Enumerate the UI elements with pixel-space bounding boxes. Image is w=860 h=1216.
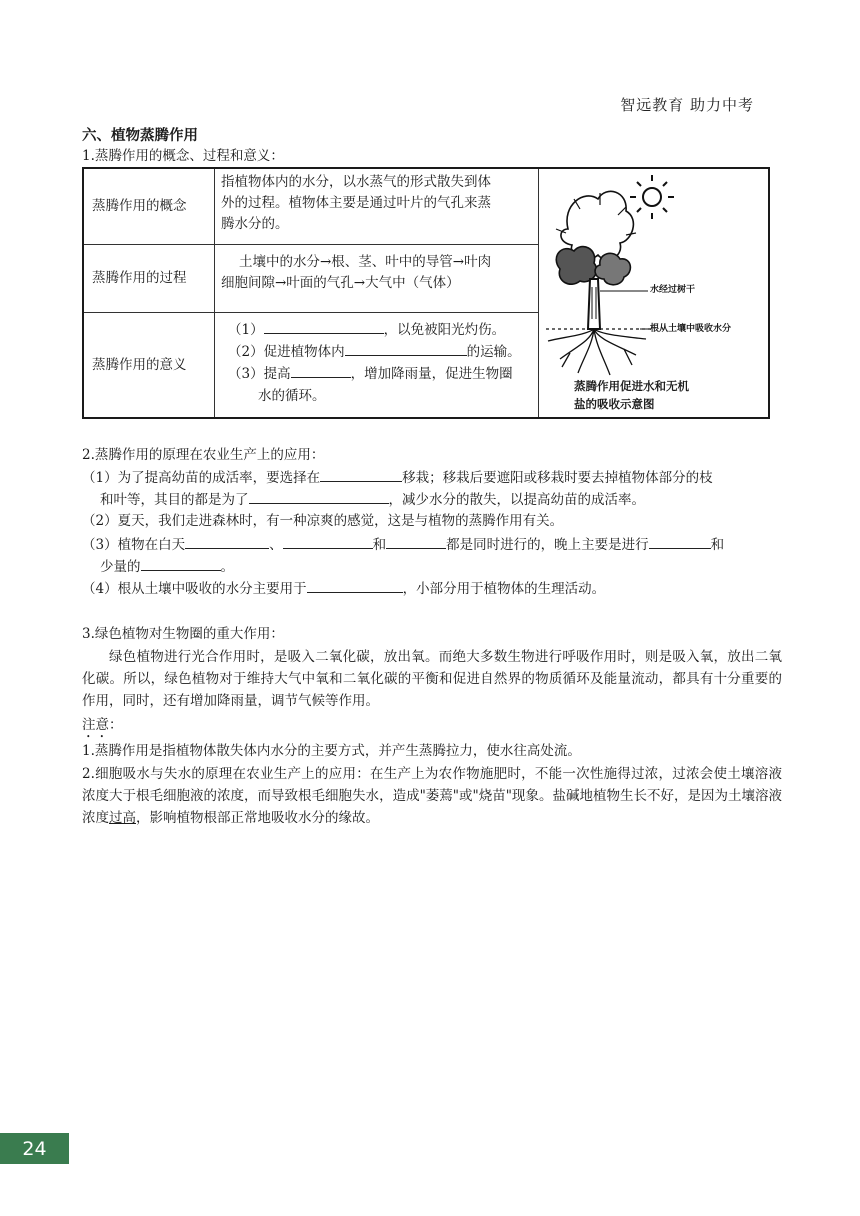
part3-heading: 3.绿色植物对生物圈的重大作用：: [82, 626, 284, 642]
row3-line-4: 水的循环。: [258, 388, 326, 404]
row1-line-1: 指植物体内的水分，以水蒸气的形式散失到体: [221, 174, 491, 190]
blank-p2-8: [307, 578, 403, 593]
blank-p2-3: [185, 534, 269, 549]
row2-line-1: 土壤中的水分→根、茎、叶中的导管→叶肉: [239, 254, 492, 270]
p2-i3b: 、: [269, 537, 283, 553]
part2-heading: 2.蒸腾作用的原理在农业生产上的应用：: [82, 447, 325, 463]
table-divider-2: [538, 169, 539, 417]
row3-label: 蒸腾作用的意义: [92, 356, 187, 373]
tree-roots: [548, 329, 646, 375]
page-number: 24: [0, 1133, 69, 1164]
note-2c: ，影响植物根部正常地吸收水分的缘故。: [136, 810, 379, 826]
blank-p2-4: [283, 534, 373, 549]
blank-p2-5: [386, 534, 446, 549]
section-title: 六、植物蒸腾作用: [82, 128, 198, 144]
row2-text: [221, 252, 537, 294]
p2-i1d: ，减少水分的散失，以提高幼苗的成活率。: [388, 492, 645, 508]
notes-heading: [82, 715, 123, 741]
diagram-caption-line-2: 盐的吸收示意图: [574, 397, 655, 411]
part2-item1-line1: [82, 467, 713, 488]
tree-trunk: [588, 279, 600, 329]
notes-heading-text: 注意：: [82, 717, 123, 733]
row2-label: 蒸腾作用的过程: [92, 270, 187, 286]
sun-icon: [630, 175, 674, 219]
row2-line-2: 细胞间隙→叶面的气孔→大气中（气体）: [221, 275, 460, 291]
part2-item1-line2: [82, 489, 645, 510]
diagram-label-stem: 水经过树干: [650, 285, 696, 295]
p2-i1a: （1）为了提高幼苗的成活率，要选择在: [82, 470, 321, 486]
blank-p2-2: [249, 489, 389, 504]
tree-illustration: [540, 169, 770, 379]
row3-a1: （1）: [228, 322, 264, 338]
note-2b: 过高: [109, 810, 136, 826]
row3-line-1: [228, 319, 538, 341]
blank-row3-3: [291, 363, 351, 378]
p2-i3e: 和: [710, 537, 725, 553]
blank-p2-6: [649, 534, 711, 549]
transpiration-diagram: [540, 169, 770, 417]
row1-line-3: 腾水分的。: [221, 216, 289, 232]
part3-body: 绿色植物进行光合作用时，是吸入二氧化碳，放出氧。而绝大多数生物进行呼吸作用时，则是吸入氧，放出二氧化碳。所以，绿色植物对于维持大气中氧和二氧化碳的平衡和促进自然界的物质循环及能量流动，都具有十分重要的作用，同时，还有增加降雨量，调节气候等作用。: [82, 649, 782, 709]
p2-i4b: ，小部分用于植物体的生理活动。: [402, 581, 606, 597]
p2-i3c: 和: [372, 537, 387, 553]
note-1: 1.蒸腾作用是指植物体散失体内水分的主要方式，并产生蒸腾拉力，使水往高处流。: [82, 743, 581, 759]
blank-p2-1: [320, 467, 402, 482]
p2-i3g: 。: [220, 559, 234, 575]
header-brand: 智远教育 助力中考: [620, 96, 754, 114]
part2-item2: （2）夏天，我们走进森林时，有一种凉爽的感觉，这是与植物的蒸腾作用有关。: [82, 513, 564, 529]
row3-a2: ，以免被阳光灼伤。: [383, 322, 506, 338]
diagram-caption: [574, 377, 689, 413]
part2-item4: [82, 578, 605, 599]
row1-label: 蒸腾作用的概念: [92, 198, 187, 214]
part2-item3-line2: [82, 556, 234, 577]
row3-text: [228, 319, 538, 407]
p2-i3a: （3）植物在白天: [82, 537, 186, 553]
note-2a: 2.细胞吸水与失水的原理在农业生产上的应用：在生产上为农作物施肥时，不能一次性施得过浓，过浓会使土壤溶液浓度大于根毛细胞液的浓度，而导致根毛细胞失水，造成"萎蔫"或"烧苗"现象。盐碱地植物生长不好，是因为土壤溶液浓度: [82, 766, 782, 826]
row3-c1: （3）提高: [228, 366, 291, 382]
part1-heading: 1.蒸腾作用的概念、过程和意义：: [82, 148, 284, 164]
row1-line-2: 外的过程。植物体主要是通过叶片的气孔来蒸: [221, 195, 491, 211]
blank-row3-2: [345, 341, 467, 356]
p2-i3f: 少量的: [100, 559, 141, 575]
blank-row3-1: [264, 319, 384, 334]
p2-i4a: （4）根从土壤中吸收的水分主要用于: [82, 581, 307, 597]
blank-p2-7: [141, 556, 221, 571]
row3-c2: ，增加降雨量，促进生物圈: [350, 366, 513, 382]
note-2: [82, 763, 782, 829]
row3-line-3: [228, 363, 538, 385]
row1-text: [221, 172, 537, 235]
p2-i3d: 都是同时进行的，晚上主要是进行: [446, 537, 649, 553]
row3-line-2: [228, 341, 538, 363]
row3-b2: 的运输。: [466, 344, 521, 360]
p2-i1c: 和叶等，其目的都是为了: [100, 492, 249, 508]
diagram-caption-line-1: 蒸腾作用促进水和无机: [574, 379, 689, 393]
p2-i1b: 移栽；移栽后要遮阳或移栽时要去掉植物体部分的枝: [402, 470, 713, 486]
part2-item3-line1: [82, 534, 724, 555]
transpiration-table: [82, 167, 770, 419]
diagram-label-root: 根从土壤中吸收水分: [650, 324, 732, 334]
tree-canopy: [556, 191, 633, 284]
row3-b1: （2）促进植物体内: [228, 344, 345, 360]
table-divider-1: [214, 169, 215, 417]
